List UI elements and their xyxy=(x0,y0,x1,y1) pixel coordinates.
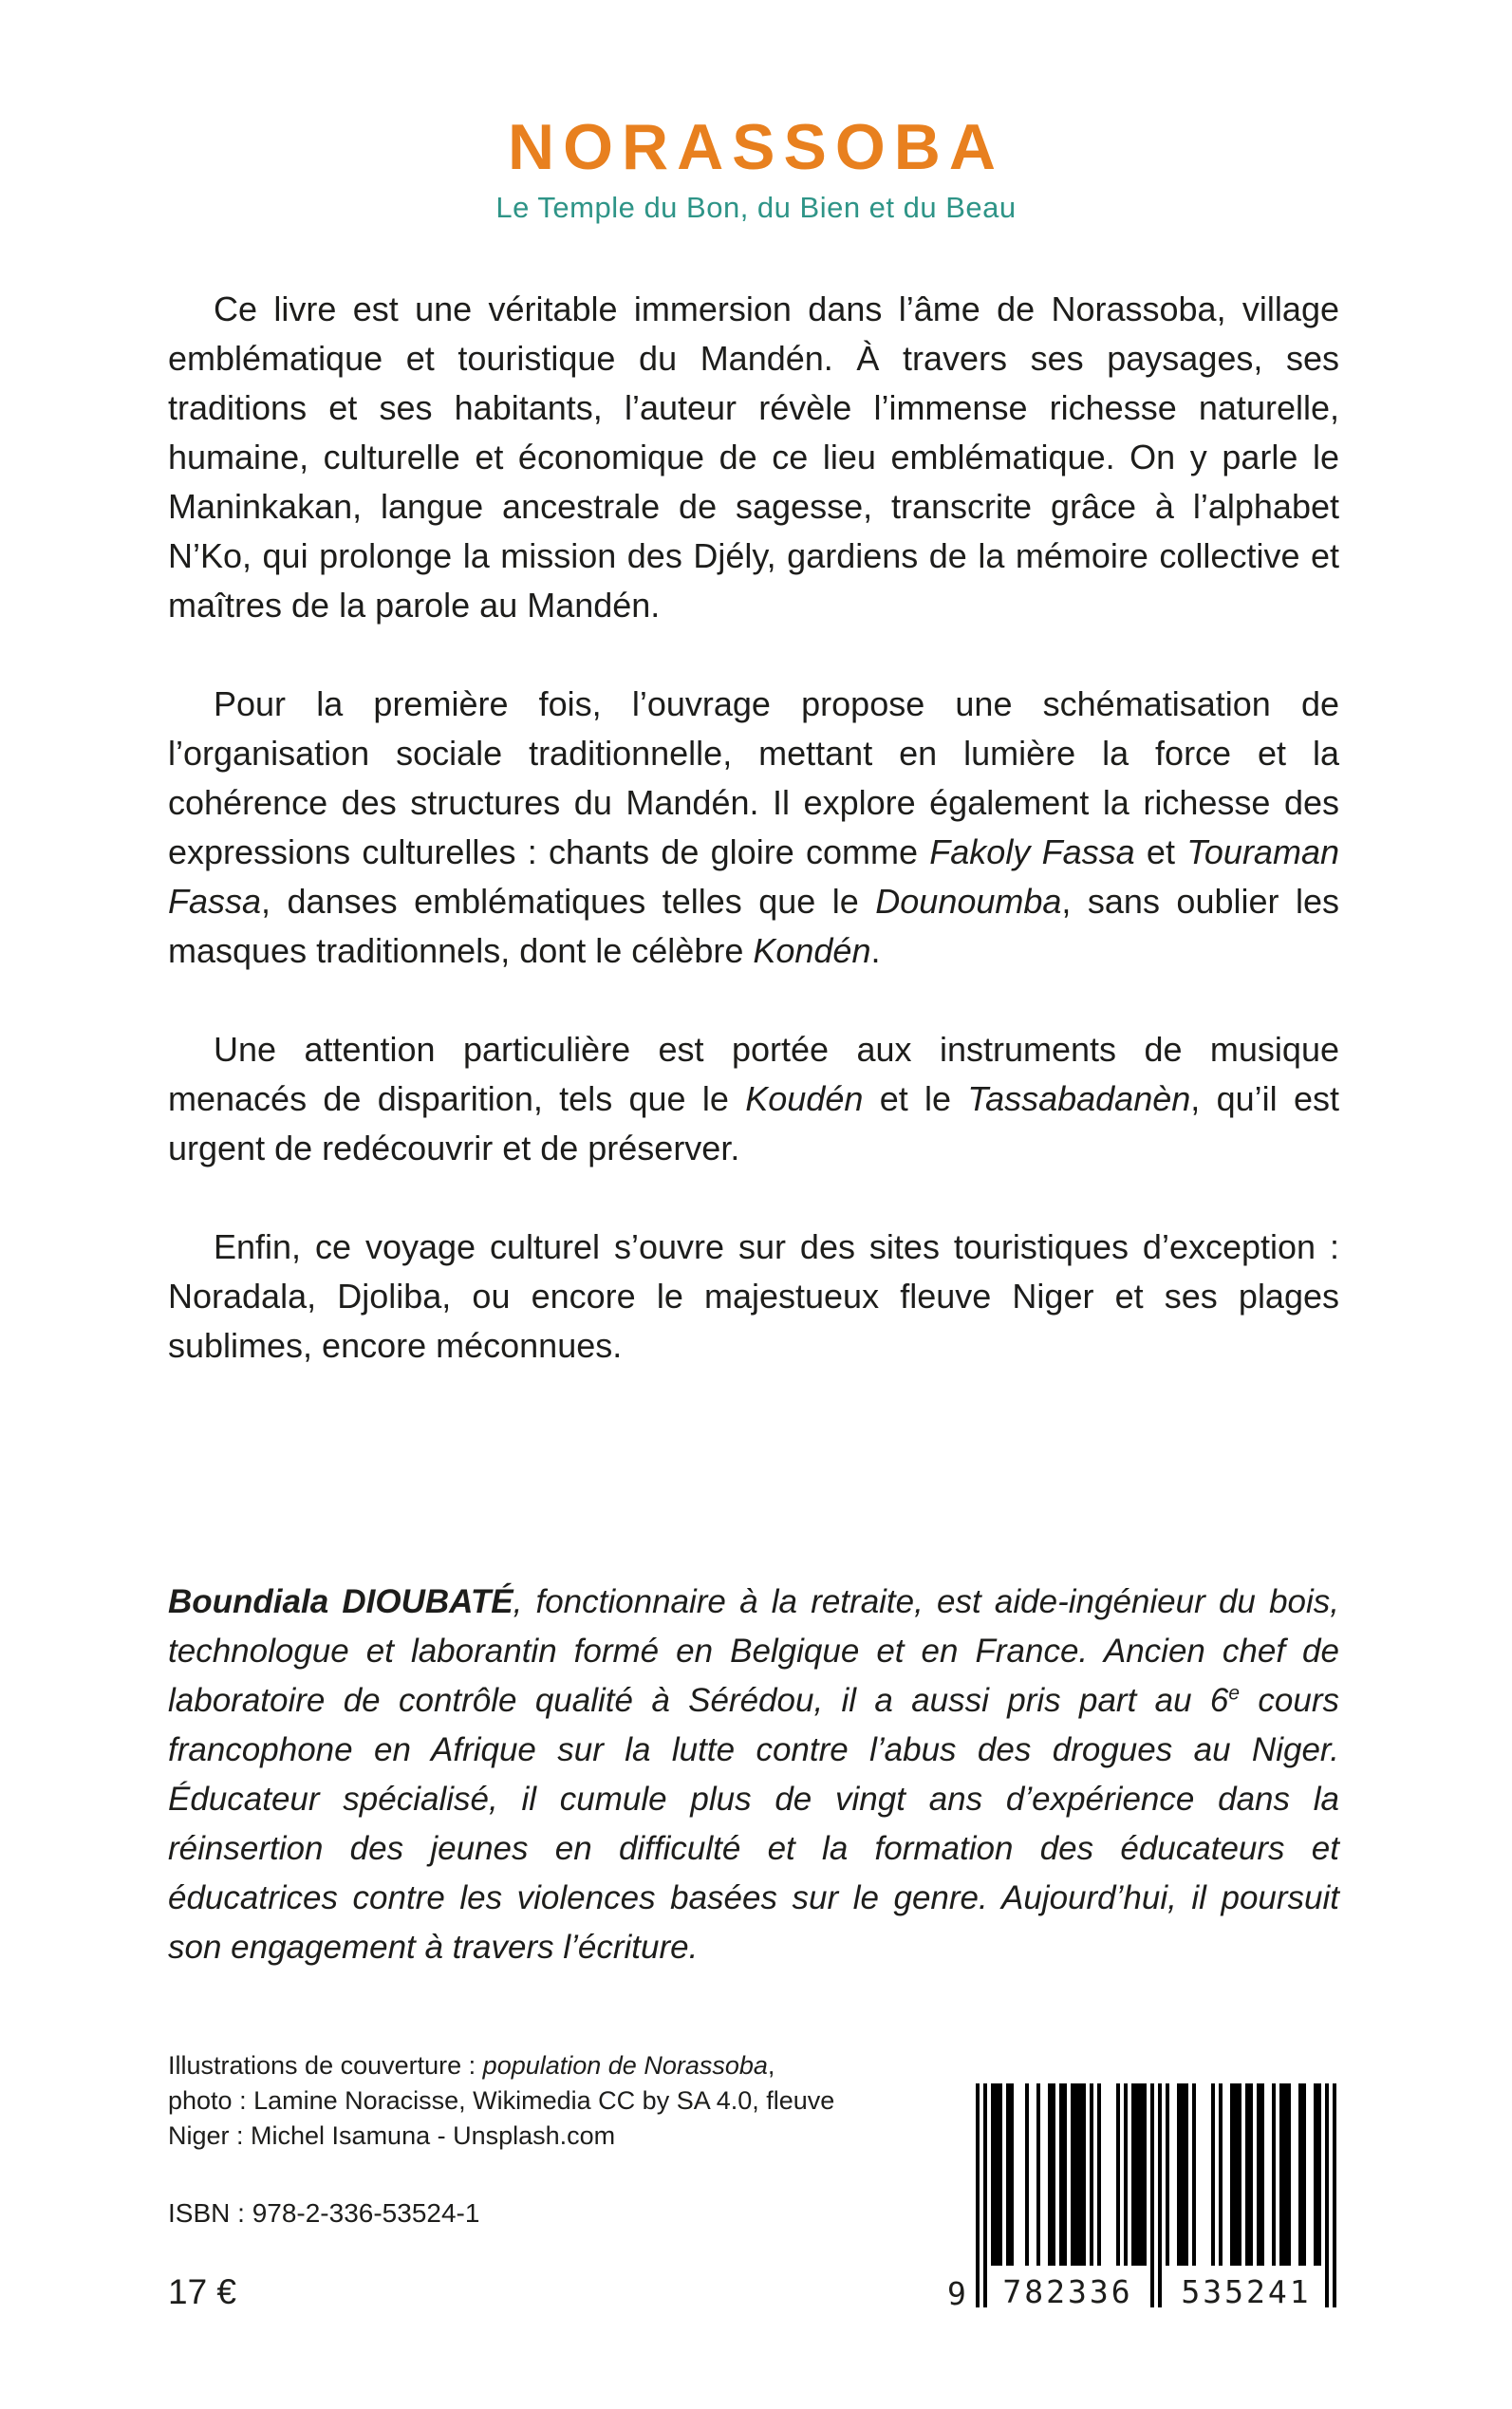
author-bio-text: Boundiala DIOUBATÉ, fonctionnaire à la retraite, est aide-ingénieur du bois, technologue et laborantin formé en Belgique et en France. Ancien chef de laboratoire de contrôle qualité à Sérédou, il a aussi pris part au 6e cours francophone en Afrique sur la lutte contre l’abus des drogues au Niger. Éducateur spécialisé, il cumule plus de vingt ans d’expérience dans la réinsertion des jeunes en difficulté et la formation des éducateurs et éducatrices contre les violences basées sur le genre. Aujourd’hui, il poursuit son engagement à travers l’écriture. xyxy=(168,1583,1340,1966)
book-subtitle: Le Temple du Bon, du Bien et du Beau xyxy=(495,190,1017,224)
barcode-digit-first: 9 xyxy=(947,2275,966,2312)
ean13-barcode xyxy=(947,2083,1336,2351)
cover-credits: Illustrations de couverture : population de Norassoba, photo : Lamine Noracisse, Wikimedia CC by SA 4.0, fleuve Niger : Michel Isamuna - Unsplash.com xyxy=(168,2051,835,2150)
author-bio xyxy=(168,1578,1339,1972)
synopsis-paragraph-3: Une attention particulière est portée aux instruments de musique menacés de disparition, tels que le Koudén et le Tassabadanèn, qu’il est urgent de redécouvrir et de préserver. xyxy=(168,1030,1339,1167)
price: 17 € xyxy=(168,2272,237,2311)
book-title: NORASSOBA xyxy=(507,111,1005,183)
cover-header xyxy=(0,112,1512,225)
barcode-digits xyxy=(947,2268,1336,2313)
barcode-digits-right-group: 535241 xyxy=(1167,2273,1325,2310)
synopsis-paragraph-2: Pour la première fois, l’ouvrage propose une schématisation de l’organisation sociale traditionnelle, mettant en lumière la force et la cohérence des structures du Mandén. Il explore également la richesse des expressions culturelles : chants de gloire comme Fakoly Fassa et Touraman Fassa, danses emblématiques telles que le Dounoumba, sans oublier les masques traditionnels, dont le célèbre Kondén. xyxy=(168,684,1340,970)
barcode-digits-left-group: 782336 xyxy=(989,2273,1147,2310)
isbn: ISBN : 978-2-336-53524-1 xyxy=(168,2198,480,2228)
synopsis-paragraph-4: Enfin, ce voyage culturel s’ouvre sur des sites touristiques d’exception : Noradala, Djoliba, ou encore le majestueux fleuve Niger et ses plages sublimes, encore méconnues. xyxy=(168,1227,1339,1365)
synopsis-paragraph-1: Ce livre est une véritable immersion dans l’âme de Norassoba, village emblématique et touristique du Mandén. À travers ses paysages, ses traditions et ses habitants, l’auteur révèle l’immense richesse naturelle, humaine, culturelle et économique de ce lieu emblématique. On y parle le Maninkakan, langue ancestrale de sagesse, transcrite grâce à l’alphabet N’Ko, qui prolonge la mission des Djély, gardiens de la mémoire collective et maîtres de la parole au Mandén. xyxy=(168,289,1339,625)
synopsis xyxy=(168,285,1339,1420)
